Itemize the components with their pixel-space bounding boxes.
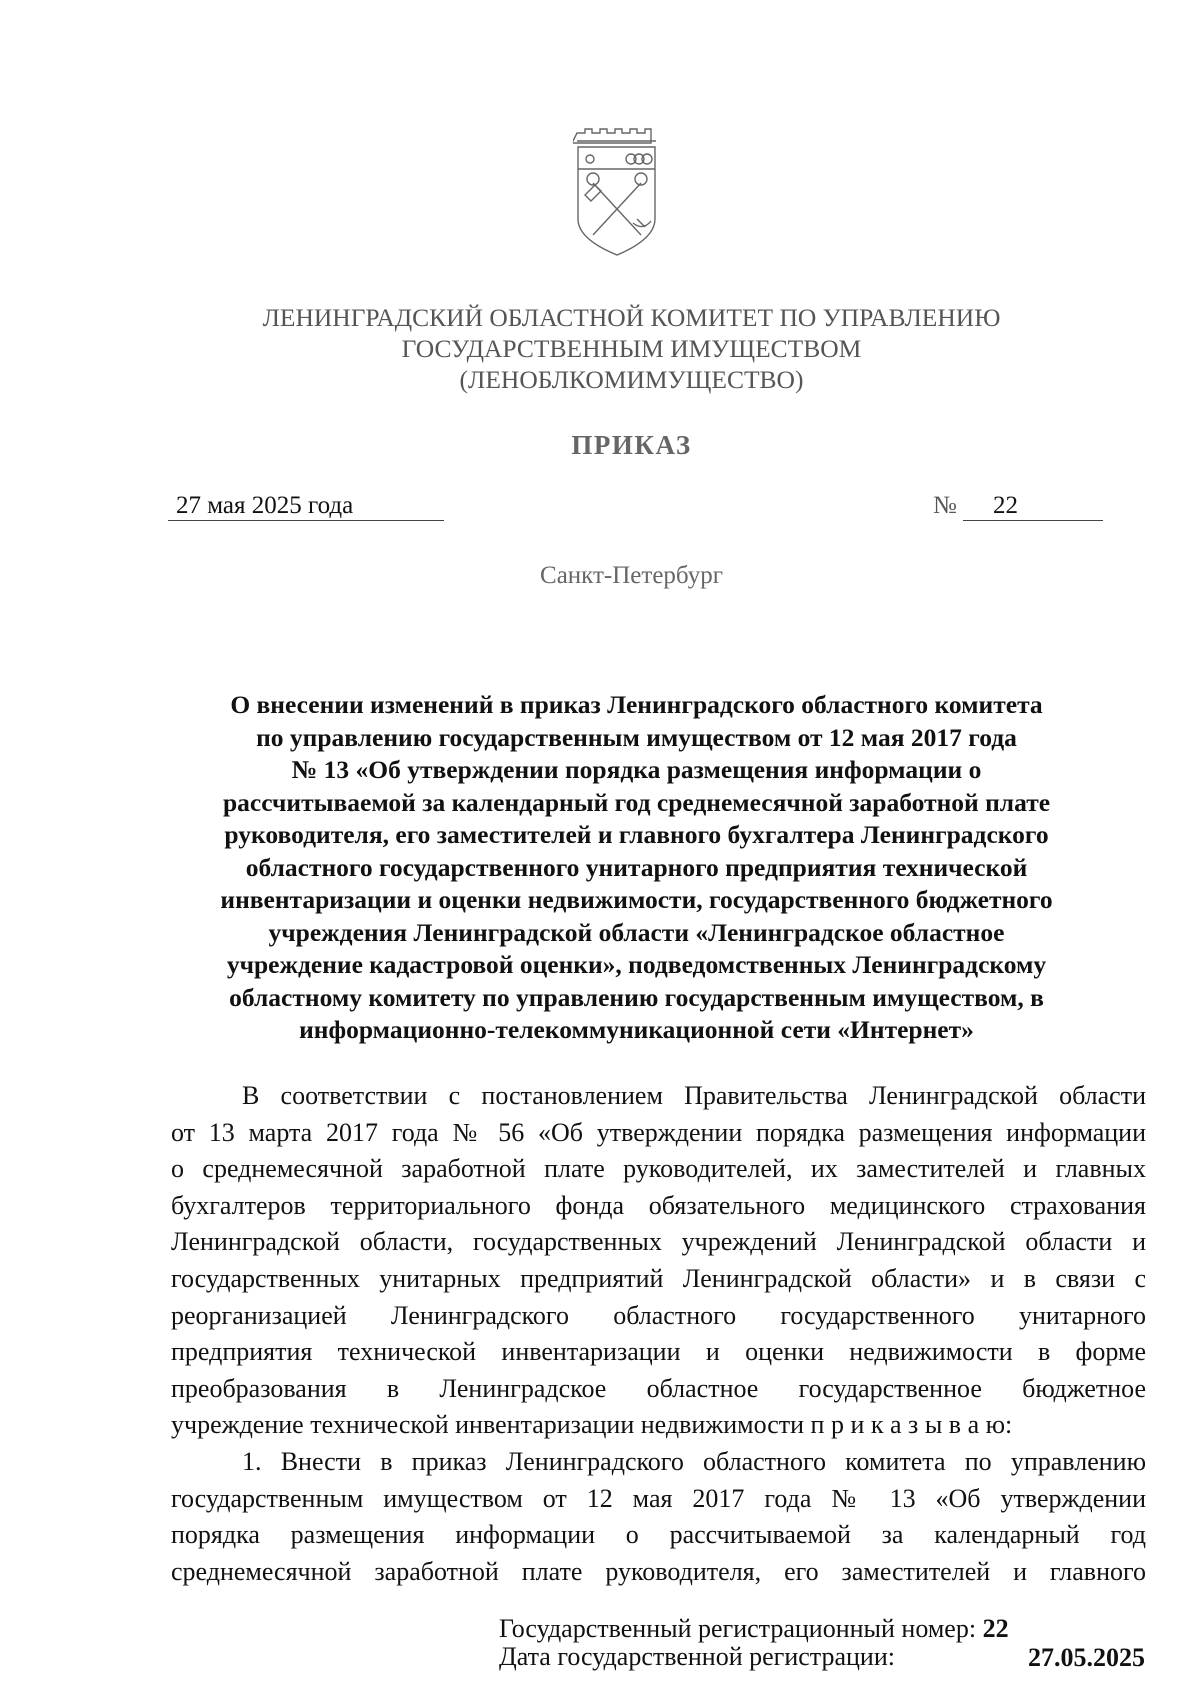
registration-number-value: 22 [982,1614,1009,1643]
body-line: о среднемесячной заработной плате руководителей, их заместителей и главных [171,1154,1146,1184]
body-line: В соответствии с постановлением Правительства Ленинградской области [242,1081,1146,1110]
heading-line: по управлению государственным имуществом от 12 мая 2017 года [256,722,1017,752]
heading-line: руководителя, его заместителей и главного бухгалтера Ленинградского [224,820,1049,849]
heading-line: О внесении изменений в приказ Ленинградского областного комитета [230,690,1043,719]
city: Санкт-Петербург [540,562,723,589]
number-underline [963,520,1103,521]
body-line: предприятия технической инвентаризации и оценки недвижимости в форме [171,1337,1146,1367]
body-line: от 13 марта 2017 года № 56 «Об утверждении порядка размещения информации [171,1117,1146,1147]
organization-name-line-2: ГОСУДАРСТВЕННЫМ ИМУЩЕСТВОМ [401,334,862,363]
coat-of-arms-icon [573,127,660,259]
body-line: бухгалтеров территориального фонда обязательного медицинского страхования [171,1190,1146,1220]
order-heading [170,689,1103,1047]
document-type-title: ПРИКАЗ [571,430,692,460]
body-line: учреждение технической инвентаризации недвижимости п р и к а з ы в а ю: [171,1410,1013,1440]
heading-line: учреждения Ленинградской области «Ленинградское областное [268,917,1005,947]
heading-line: областного государственного унитарного предприятия технической [245,852,1028,882]
body-line: государственным имуществом от 12 мая 2017 года № 13 «Об утверждении [171,1483,1146,1513]
heading-line: инвентаризации и оценки недвижимости, государственного бюджетного [220,885,1053,914]
heading-line: областному комитету по управлению государственным имуществом, в [229,982,1044,1012]
registration-date-value: 27.05.2025 [1028,1643,1145,1672]
heading-line: информационно-телекоммуникационной сети «Интернет» [299,1015,974,1044]
heading-line: учреждение кадастровой оценки», подведомственных Ленинградскому [226,950,1047,979]
body-line: государственных унитарных предприятий Ленинградской области» и в связи с [171,1263,1146,1293]
heading-line: рассчитываемой за календарный год среднемесячной заработной плате [222,787,1051,817]
body-line: порядка размещения информации о рассчитываемой за календарный год [171,1520,1146,1550]
order-date: 27 мая 2025 года [176,492,354,519]
heading-line: № 13 «Об утверждении порядка размещения информации о [291,755,982,784]
organization-abbreviation: (ЛЕНОБЛКОМИМУЩЕСТВО) [459,365,804,394]
organization-name-line-1: ЛЕНИНГРАДСКИЙ ОБЛАСТНОЙ КОМИТЕТ ПО УПРАВЛЕНИЮ [262,303,1001,332]
body-line: среднемесячной заработной плате руководителя, его заместителей и главного [171,1556,1146,1586]
order-number: 22 [993,492,1018,519]
registration-number-row [499,1615,1009,1642]
order-body [171,1078,1146,1590]
body-line: реорганизацией Ленинградского областного государственного унитарного [171,1300,1146,1330]
number-sign: № [933,492,957,519]
registration-number-label: Государственный регистрационный номер: [499,1614,977,1643]
registration-date-label: Дата государственной регистрации: [499,1642,895,1671]
body-line: преобразования в Ленинградское областное государственное бюджетное [171,1373,1146,1403]
body-line: Ленинградской области, государственных учреждений Ленинградской области и [171,1227,1146,1257]
body-line: 1. Внести в приказ Ленинградского областного комитета по управлению [242,1446,1146,1476]
date-underline [168,520,444,521]
